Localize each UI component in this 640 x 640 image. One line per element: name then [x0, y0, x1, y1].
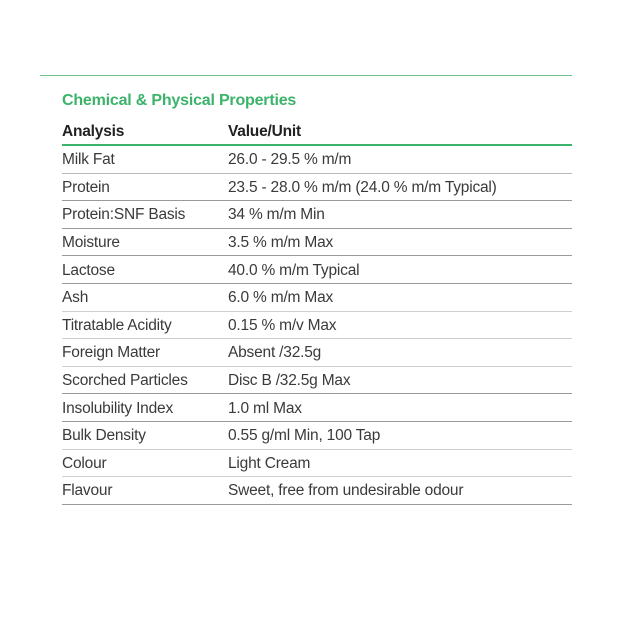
- value-cell: 6.0 % m/m Max: [228, 289, 334, 307]
- column-header-analysis: Analysis: [62, 123, 125, 140]
- table-row: [62, 339, 572, 367]
- value-cell: Sweet, free from undesirable odour: [228, 482, 464, 500]
- table-row: [62, 174, 572, 202]
- table-row: [62, 477, 572, 505]
- table-row: [62, 201, 572, 229]
- top-divider: [40, 75, 572, 76]
- value-cell: Disc B /32.5g Max: [228, 372, 351, 390]
- value-cell: 23.5 - 28.0 % m/m (24.0 % m/m Typical): [228, 178, 497, 196]
- table-row: [62, 422, 572, 450]
- value-cell: Light Cream: [228, 454, 311, 472]
- table-row: [62, 284, 572, 312]
- section-title: Chemical & Physical Properties: [62, 92, 297, 109]
- table-row: [62, 256, 572, 284]
- analysis-cell: Flavour: [62, 482, 113, 500]
- analysis-cell: Moisture: [62, 234, 120, 252]
- value-cell: 26.0 - 29.5 % m/m: [228, 151, 352, 169]
- analysis-cell: Bulk Density: [62, 427, 146, 445]
- value-cell: 0.55 g/ml Min, 100 Tap: [228, 427, 381, 445]
- analysis-cell: Protein:SNF Basis: [62, 206, 186, 224]
- analysis-cell: Milk Fat: [62, 151, 115, 169]
- analysis-cell: Insolubility Index: [62, 399, 173, 417]
- value-cell: 34 % m/m Min: [228, 206, 325, 224]
- value-cell: 0.15 % m/v Max: [228, 316, 337, 334]
- analysis-cell: Scorched Particles: [62, 372, 188, 390]
- column-header-value-unit: Value/Unit: [228, 123, 301, 140]
- value-cell: 40.0 % m/m Typical: [228, 261, 360, 279]
- value-cell: 3.5 % m/m Max: [228, 234, 334, 252]
- table-row: [62, 312, 572, 340]
- table-row: [62, 367, 572, 395]
- table-row: [62, 229, 572, 257]
- analysis-cell: Protein: [62, 178, 110, 196]
- table-row: [62, 394, 572, 422]
- table-row: [62, 146, 572, 174]
- table-header-row: [62, 118, 572, 146]
- value-cell: Absent /32.5g: [228, 344, 322, 362]
- analysis-cell: Ash: [62, 289, 89, 307]
- properties-table: [62, 118, 572, 505]
- analysis-cell: Foreign Matter: [62, 344, 160, 362]
- table-row: [62, 450, 572, 478]
- value-cell: 1.0 ml Max: [228, 399, 302, 417]
- analysis-cell: Lactose: [62, 261, 115, 279]
- analysis-cell: Colour: [62, 454, 107, 472]
- analysis-cell: Titratable Acidity: [62, 316, 172, 334]
